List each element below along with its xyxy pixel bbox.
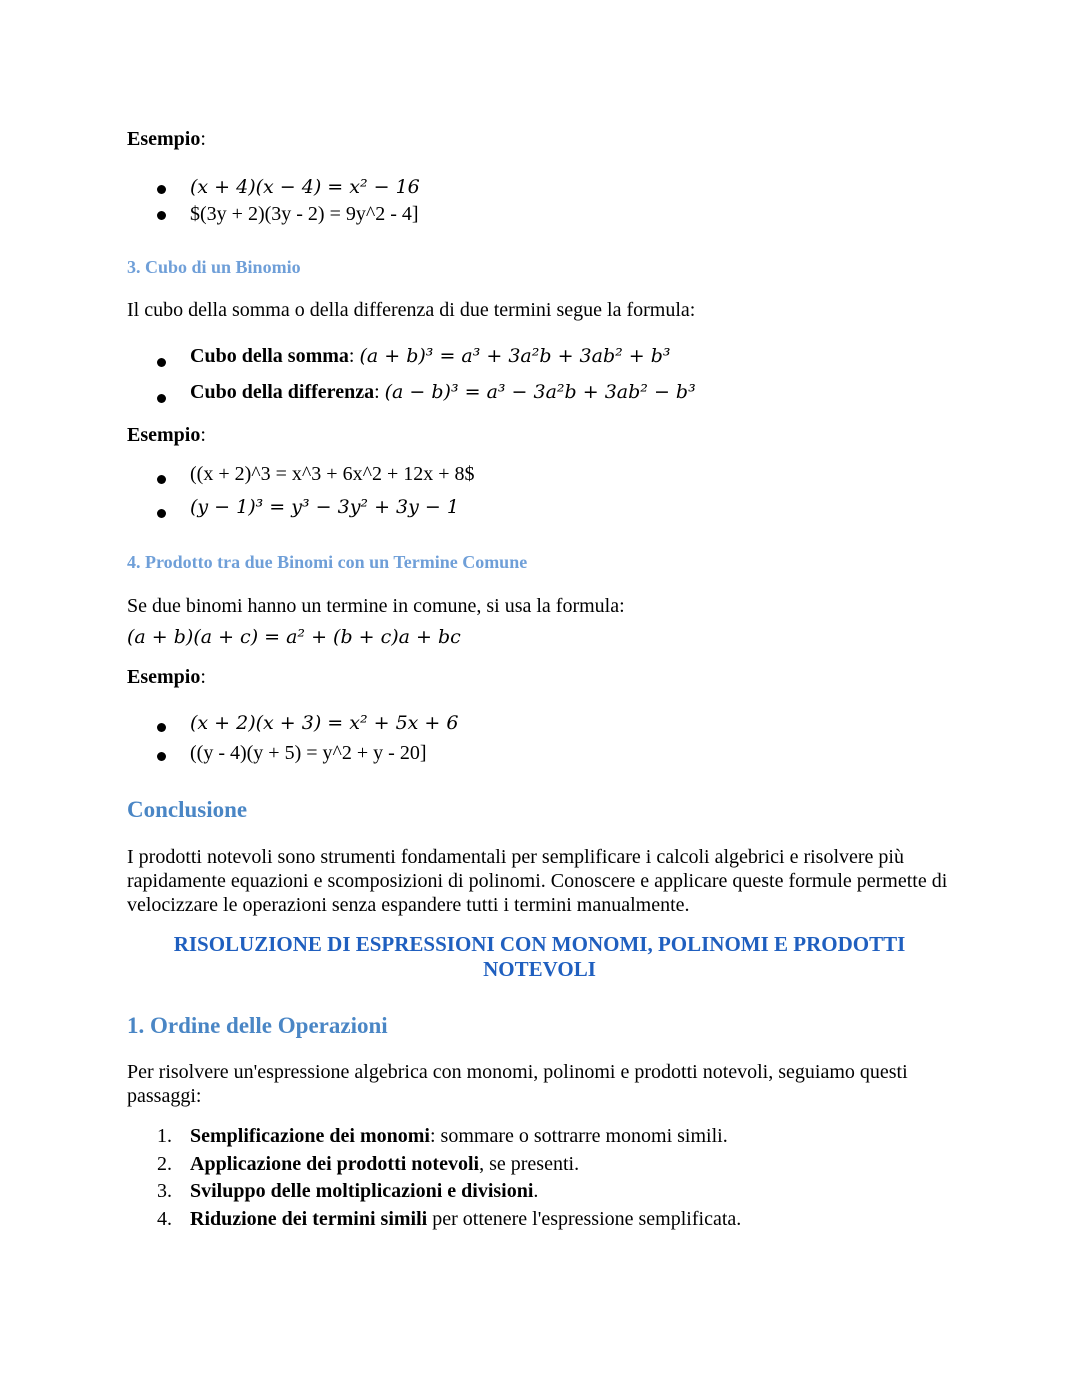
list-item: (x + 2)(x + 3) = x² + 5x + 6 (127, 712, 458, 741)
section-intro: Se due binomi hanno un termine in comune, si usa la formula: (127, 595, 625, 617)
list-item: (x + 4)(x − 4) = x² − 16 (127, 176, 420, 202)
list-item: ((x + 2)^3 = x^3 + 6x^2 + 12x + 8$ (127, 462, 475, 496)
list-item: ((y - 4)(y + 5) = y^2 + y - 20] (127, 741, 458, 770)
steps-list (127, 1124, 741, 1234)
section-heading: Conclusione (127, 797, 248, 822)
bullet-icon (157, 394, 166, 403)
list-item: 3. Sviluppo delle moltiplicazioni e divisioni. (157, 1180, 539, 1202)
example-list (127, 176, 420, 228)
esempio-label: Esempio: (127, 424, 206, 446)
section-heading: 1. Ordine delle Operazioni (127, 1013, 388, 1038)
section-heading: 4. Prodotto tra due Binomi con un Termine Comune (127, 552, 528, 572)
bullet-icon (157, 185, 166, 194)
list-item: Cubo della somma: (a + b)³ = a³ + 3a²b + 3ab² + b³ (127, 344, 696, 380)
list-item: Cubo della differenza: (a − b)³ = a³ − 3a²b + 3ab² − b³ (127, 380, 696, 416)
list-item: $(3y + 2)(3y - 2) = 9y^2 - 4] (127, 202, 420, 228)
example-list (127, 712, 458, 770)
bullet-icon (157, 358, 166, 367)
bullet-icon (157, 211, 166, 220)
section-intro: Il cubo della somma o della differenza di due termini segue la formula: (127, 299, 696, 321)
bullet-icon (157, 752, 166, 761)
list-item: 2. Applicazione dei prodotti notevoli, se presenti. (157, 1152, 580, 1175)
list-item: 1. Semplificazione dei monomi: sommare o sottrarre monomi simili. (157, 1125, 728, 1147)
esempio-label: Esempio: (127, 666, 206, 688)
list-item: 4. Riduzione dei termini simili per ottenere l'espressione semplificata. (157, 1207, 742, 1230)
bullet-icon (157, 509, 166, 518)
list-item: (y − 1)³ = y³ − 3y² + 3y − 1 (127, 496, 475, 530)
example-list (127, 462, 475, 530)
paragraph: I prodotti notevoli sono strumenti fondamentali per semplificare i calcoli algebrici e risolvere più rapidamente equazioni e scomposizioni di polinomi. Conoscere e applicare queste formule permette di velocizzare le operazioni senza espandere tutti i termini manualmente. (127, 846, 948, 916)
esempio-label: Esempio: (127, 128, 206, 150)
page-title: RISOLUZIONE DI ESPRESSIONI CON MONOMI, POLINOMI E PRODOTTI NOTEVOLI (173, 932, 906, 981)
formula: (a + b)(a + c) = a² + (b + c)a + bc (127, 626, 461, 648)
bullet-icon (157, 475, 166, 484)
formula-list (127, 344, 696, 416)
bullet-icon (157, 723, 166, 732)
paragraph: Per risolvere un'espressione algebrica con monomi, polinomi e prodotti notevoli, seguiamo questi passaggi: (127, 1061, 908, 1107)
section-heading: 3. Cubo di un Binomio (127, 257, 301, 277)
